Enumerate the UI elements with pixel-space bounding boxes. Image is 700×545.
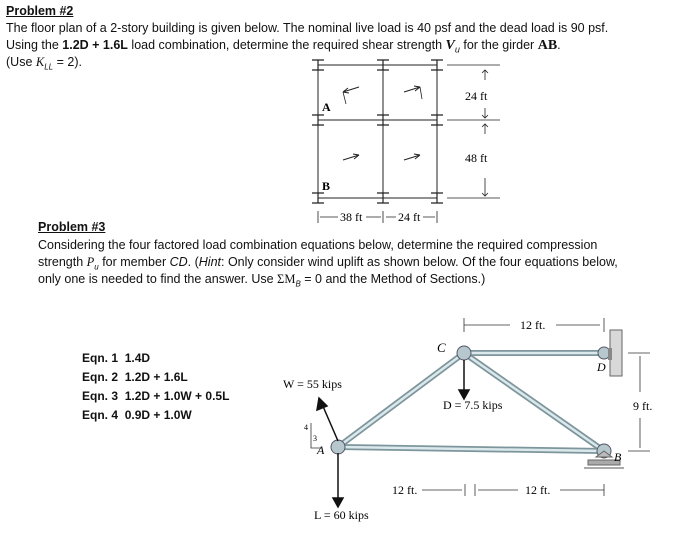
wind-load-label: W = 55 kips xyxy=(283,377,342,391)
text-span: : Only consider wind uplift as shown below. Of the four equations below, xyxy=(221,255,618,269)
equation-label: Eqn. 4 xyxy=(82,408,119,422)
slope-vertical-label: 4 xyxy=(304,423,308,432)
dim-24ft-horizontal: 24 ft xyxy=(398,210,421,224)
text-span: = 2). xyxy=(53,55,82,69)
text-span: . ( xyxy=(187,255,199,269)
live-load-label: L = 60 kips xyxy=(314,508,369,522)
node-label-b: B xyxy=(322,179,331,193)
equation-label: Eqn. 1 xyxy=(82,351,119,365)
variable-v: V xyxy=(445,38,455,53)
equation-expr: 1.4D xyxy=(124,351,151,365)
equation-expr: 1.2D + 1.6L xyxy=(124,370,188,384)
sum-moment: ΣM xyxy=(277,272,296,286)
text-span: Using the xyxy=(6,38,63,52)
equation-label: Eqn. 3 xyxy=(82,389,119,403)
dim-bottom-left-12ft: 12 ft. xyxy=(392,483,418,497)
node-label-c: C xyxy=(437,340,446,355)
node-label-b: B xyxy=(614,450,622,464)
dim-top-12ft: 12 ft. xyxy=(520,318,546,332)
text-span: (Use xyxy=(6,55,36,69)
dim-right-9ft: 9 ft. xyxy=(633,399,653,413)
text-span: load combination, determine the required shear strength xyxy=(127,38,446,52)
problem2-heading: Problem #2 xyxy=(6,4,74,18)
subscript-ll: LL xyxy=(44,62,54,72)
problem2-line1: The floor plan of a 2-story building is given below. The nominal live load is 40 psf and the dead load is 90 psf. xyxy=(6,21,609,35)
problem3-heading: Problem #3 xyxy=(38,220,106,234)
text-span: = 0 and the Method of Sections.) xyxy=(300,272,486,286)
text-span: . xyxy=(557,38,561,52)
variable-p: P xyxy=(86,255,95,269)
dim-38ft: 38 ft xyxy=(340,210,363,224)
load-combination: 1.2D + 1.6L xyxy=(62,38,128,52)
variable-k: K xyxy=(35,55,45,69)
joint-c xyxy=(457,346,471,360)
equation-label: Eqn. 2 xyxy=(82,370,119,384)
text-span: only one is needed to find the answer. Use xyxy=(38,272,278,286)
hint-word: Hint xyxy=(198,255,221,269)
subscript-u: u xyxy=(454,44,460,55)
text-span: strength xyxy=(38,255,87,269)
dim-24ft-vertical: 24 ft xyxy=(465,89,488,103)
subscript-b: B xyxy=(295,279,301,289)
girder-ab: AB xyxy=(537,38,558,53)
text-span: for the girder xyxy=(459,38,538,52)
equation-expr: 0.9D + 1.0W xyxy=(124,408,192,422)
node-label-a: A xyxy=(317,443,325,457)
slope-horizontal-label: 3 xyxy=(313,434,317,443)
dim-bottom-right-12ft: 12 ft. xyxy=(525,483,551,497)
text-span: for member xyxy=(98,255,170,269)
problem3-line1: Considering the four factored load combination equations below, determine the required compression xyxy=(38,238,598,252)
joint-a xyxy=(331,440,345,454)
dim-48ft-vertical: 48 ft xyxy=(465,151,488,165)
wind-load-arrow xyxy=(322,404,338,441)
node-label-d: D xyxy=(597,360,606,374)
member-cd: CD xyxy=(169,255,188,269)
node-label-a: A xyxy=(322,100,331,114)
dead-load-label: D = 7.5 kips xyxy=(443,398,503,412)
wall-bracket xyxy=(608,348,612,360)
equation-expr: 1.2D + 1.0W + 0.5L xyxy=(124,389,230,403)
subscript-u: u xyxy=(94,262,99,272)
